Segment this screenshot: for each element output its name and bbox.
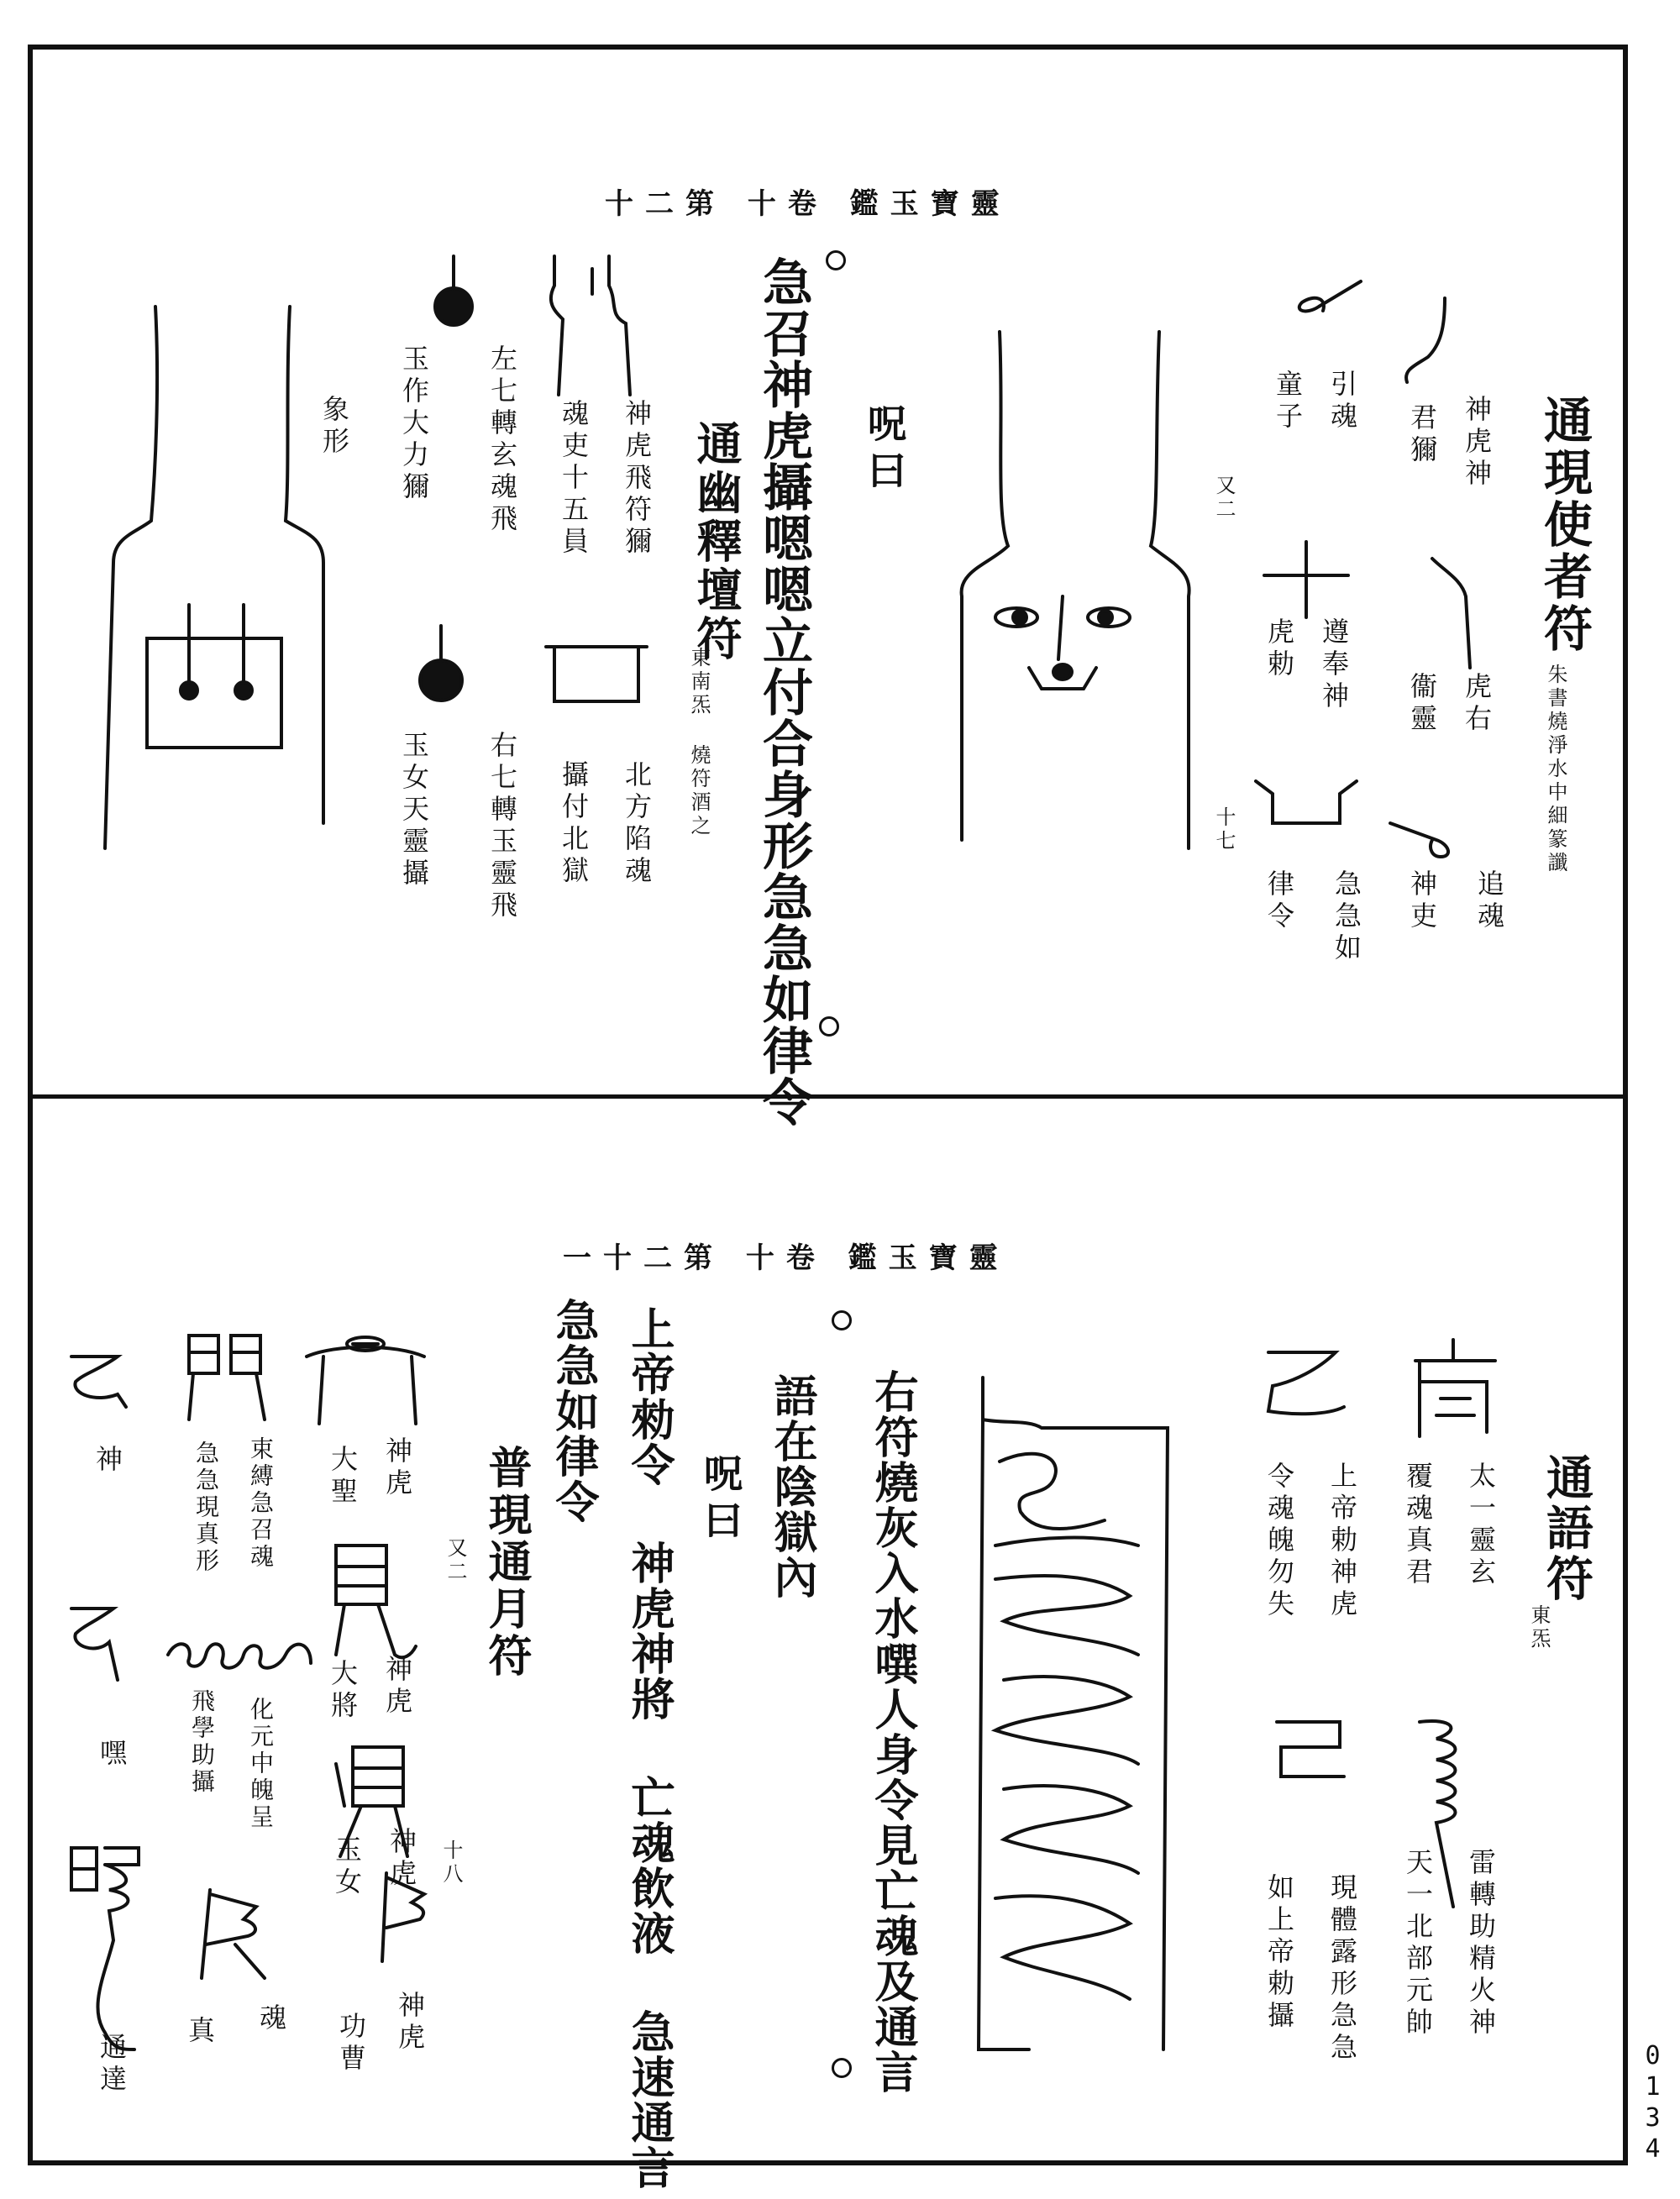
bottom-col-b1: 神虎 (381, 1655, 413, 1719)
bottom-inc-line1: 上帝勑令 神虎神將 亡魂飲液 急速通言 (623, 1306, 675, 2191)
bottom-glyph-2 (1260, 1336, 1352, 1428)
bottom-circle-2 (832, 2058, 852, 2078)
bottom-glyph-1 (1403, 1336, 1504, 1445)
top-dot-1 (428, 252, 479, 336)
bottom-r1b: 覆魂真君 (1402, 1462, 1434, 1589)
bottom-incantation-label: 呪曰 (698, 1453, 743, 1547)
bottom-r4b: 如上帝勅攝 (1263, 1873, 1295, 2033)
top-col-junshou-1: 君獮 (1406, 403, 1438, 467)
top-col-shenhu-1: 神虎神 (1461, 395, 1493, 491)
top-header: 靈寶玉鑑 卷十 第二十 (605, 187, 1011, 221)
top-title-note: 朱書燒淨水中細篆讖 (1544, 664, 1567, 875)
bottom-col-c2: 玉女 (331, 1835, 363, 1899)
bottom-inc-line2: 急急如律令 (548, 1298, 599, 1525)
bottom-col-d2: 功曹 (335, 2012, 367, 2076)
bottom-r1a: 太一靈玄 (1465, 1462, 1497, 1589)
top-dot-2 (412, 622, 470, 706)
top-fu2-title: 通幽釋壇符 (690, 420, 743, 664)
bottom-col-h1: 神 (92, 1445, 123, 1477)
top-items-d2: 虎勅 (1263, 617, 1295, 681)
top-stroke-d (1260, 538, 1352, 622)
top-fu2-item-1: 神虎飛符獮 (621, 399, 653, 559)
top-items-d1: 遵奉神 (1318, 617, 1350, 713)
top-col-junshou (1403, 403, 1441, 467)
bottom-instr: 右符燒灰入水噀人身令見亡魂及通言 (867, 1369, 918, 2095)
bottom-r3b: 天一北部元帥 (1402, 1848, 1434, 2039)
bottom-header: 靈寶玉鑑 卷十 第二十一 (563, 1241, 1010, 1275)
top-side-mark-2: 十七 (1212, 806, 1236, 853)
bottom-glyph-gate (181, 1327, 273, 1428)
top-col-shenhu (1457, 395, 1496, 491)
bottom-col-b2: 大將 (327, 1659, 359, 1723)
top-items-b2: 衞靈 (1406, 672, 1438, 736)
bottom-title: 通語符 (1539, 1453, 1594, 1604)
bottom-side-mark: 十八 (439, 1839, 463, 1887)
top-title: 通現使者符 (1536, 395, 1593, 655)
top-items-a2: 童子 (1272, 370, 1304, 433)
bottom-glyph-wave (160, 1621, 319, 1680)
bottom-glyph-eye (328, 1537, 420, 1663)
bottom-col-h2: 嘿 (96, 1739, 128, 1771)
bottom-col-g1: 魂 (255, 2003, 287, 2035)
top-fu2-item-4: 攝付北獄 (558, 760, 590, 888)
top-left-item-1: 左七轉玄魂飛 (486, 344, 518, 536)
top-items-b1: 虎右 (1461, 672, 1493, 736)
bottom-col-a1: 神虎 (381, 1436, 413, 1500)
top-fu2-item-2: 魂吏十五員 (558, 399, 590, 559)
top-circle-1 (826, 250, 846, 270)
bottom-col-a2: 大聖 (327, 1445, 359, 1509)
top-items-e2: 律令 (1263, 869, 1295, 933)
bottom-col-g2: 真 (184, 2016, 216, 2048)
bottom-glyph-spiral-2 (59, 1596, 134, 1688)
bottom-glyph-hat (294, 1331, 437, 1432)
bottom-glyph-4 (1264, 1709, 1357, 1810)
top-items-c1: 追魂 (1473, 869, 1505, 933)
top-stroke-b (1285, 277, 1369, 344)
top-left-item-2: 右七轉玉靈飛 (486, 731, 518, 922)
bottom-col-c1: 神虎 (386, 1827, 417, 1891)
bottom-fu2-title: 普現通月符 (480, 1445, 532, 1680)
top-incantation-label: 呪曰 (862, 403, 907, 497)
top-left-item-4: 玉女天靈攝 (398, 731, 430, 890)
bottom-instr2: 語在陰獄內 (766, 1373, 817, 1600)
bottom-title-note: 東炁 (1527, 1604, 1551, 1651)
bottom-seal-talisman (962, 1361, 1189, 2058)
bottom-glyph-flag (361, 1869, 437, 1970)
bottom-r2a: 上帝勅神虎 (1326, 1462, 1358, 1621)
bottom-glyph-flag-2 (185, 1886, 277, 1986)
bottom-col-i: 通達 (96, 2033, 128, 2097)
top-xiang-label: 象形 (318, 395, 350, 459)
top-left-item-3: 玉作大力獮 (398, 344, 430, 504)
top-items-e1: 急急如 (1331, 869, 1362, 965)
bottom-r3a: 雷轉助精火神 (1465, 1848, 1497, 2039)
top-fu2-item-3: 北方陷魂 (621, 760, 653, 888)
bottom-col-f2: 飛學助攝 (188, 1688, 216, 1796)
top-stroke-a (1394, 294, 1462, 386)
page-number: 0134 (1638, 2041, 1667, 2165)
bottom-fu2-note: 又二 (444, 1537, 467, 1584)
top-side-mark-1: 又二 (1212, 475, 1236, 522)
top-items-c2: 神吏 (1406, 869, 1438, 933)
top-fu2-note: 東南炁 燒符酒之 (687, 647, 711, 838)
bottom-col-e1: 束縛急召魂 (247, 1436, 275, 1571)
bottom-col-f1: 化元中魄呈 (247, 1697, 275, 1831)
top-items-a1: 引魂 (1326, 370, 1358, 433)
page-divider (28, 1094, 1628, 1099)
top-talisman-face (949, 328, 1201, 865)
bottom-r4a: 現體露形急急 (1326, 1873, 1358, 2065)
top-talisman-left (97, 302, 340, 865)
top-stroke-c (1428, 554, 1478, 672)
top-incantation: 急召神虎攝嗯嗯立付合身形急急如律令 (754, 256, 813, 1127)
bottom-col-e2: 急急現真形 (192, 1441, 220, 1575)
top-stroke-f (1386, 815, 1462, 865)
bottom-glyph-spiral-1 (59, 1344, 134, 1420)
top-stroke-e (1252, 773, 1361, 840)
top-circle-2 (819, 1016, 839, 1037)
bottom-circle-1 (832, 1310, 852, 1330)
bottom-col-d1: 神虎 (394, 1991, 426, 2055)
bottom-r2b: 令魂魄勿失 (1263, 1462, 1295, 1621)
